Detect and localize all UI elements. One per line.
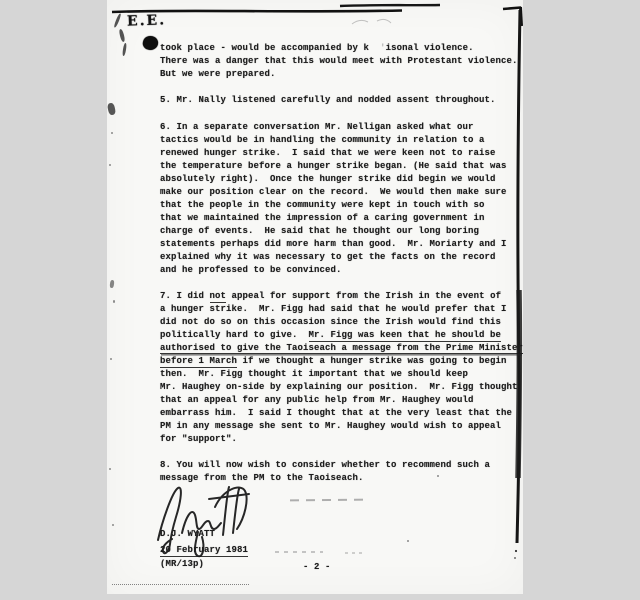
text-line: statements perhaps did more harm than good. Mr. Moriarty and I [160, 239, 507, 249]
text-line: message from the PM to the Taoiseach. [160, 473, 364, 483]
hole-punch-dot-icon [141, 34, 159, 51]
text-line: that an appeal for any public help from Mr. Haughey would [160, 395, 474, 405]
text-line: politically hard to give. Mr. Figg was keen that he should be [160, 330, 502, 340]
text-line: tactics would be in handling the community in relation to a [160, 135, 485, 145]
speck [112, 524, 114, 526]
speck [407, 540, 409, 542]
margin-mark [107, 102, 116, 115]
speck [110, 358, 112, 360]
text-line: PM in any message she sent to Mr. Haughey would wish to appeal [160, 421, 502, 431]
text-line: But we were prepared. [160, 69, 276, 79]
text-line: before 1 March if we thought a hunger strike was going to begin [160, 356, 507, 366]
text-line: that we maintained the impression of a caring government in [160, 213, 485, 223]
text-line: charge of events. He said that he thought our long boring [160, 226, 480, 236]
paragraph-5 [160, 94, 496, 107]
text-line: absolutely right). Once the hunger strike did begin we would [160, 174, 496, 184]
ink-smudge [113, 13, 121, 28]
text-line: 5. Mr. Nally listened carefully and nodded assent throughout. [160, 95, 496, 105]
text-line: explained why it was necessary to get the facts on the record [160, 252, 496, 262]
text-line: embarrass him. I said I thought that at the very least that the [160, 408, 513, 418]
faint-pen-dashes [290, 499, 368, 502]
text-line: a hunger strike. Mr. Figg had said that he would prefer that I [160, 304, 507, 314]
text-line: the temperature before a hunger strike began. (He said that was [160, 161, 507, 171]
ink-smudge [122, 43, 127, 56]
text-line: did not do so on this occasion since the Irish would find this [160, 317, 502, 327]
margin-mark [109, 280, 114, 288]
text-line: 8. You will now wish to consider whether to recommend such a [160, 460, 491, 470]
text-line: There was a danger that this would meet with Protestant violence. [160, 56, 518, 66]
speck [109, 164, 111, 166]
text-line: took place - would be accompanied by k 'isonal violence. [160, 43, 474, 53]
reference-code: (MR/13p) [160, 559, 205, 569]
text-line: that the people in the community were kept in touch with so [160, 200, 485, 210]
text-line: Mr. Haughey on-side by explaining our position. Mr. Figg thought [160, 382, 518, 392]
stamp-initials: E.E. [126, 12, 167, 30]
text-line: 6. In a separate conversation Mr. Nelligan asked what our [160, 122, 474, 132]
paragraph-6 [160, 121, 507, 277]
perforation-dotted-line [112, 584, 249, 585]
faint-pen-dashes [345, 552, 363, 554]
text-line: for "support". [160, 434, 238, 444]
document-date: 20 February 1981 [160, 545, 249, 555]
document-page [107, 0, 523, 594]
faint-pen-dashes [275, 551, 323, 553]
text-line: renewed hunger strike. I said that we were keen not to raise [160, 148, 496, 158]
paragraph-8 [160, 459, 490, 485]
text-line: 7. I did not appeal for support from the Irish in the event of [160, 291, 502, 301]
signatory-name: D.J. WYATT [160, 529, 216, 539]
speck [111, 132, 113, 134]
text-line: and he professed to be convinced. [160, 265, 342, 275]
paragraph-intro [160, 42, 518, 81]
page-number: - 2 - [303, 562, 331, 572]
speck [109, 468, 111, 470]
ink-smudge [118, 29, 125, 43]
text-line: make our position clear on the record. We would then make sure [160, 187, 507, 197]
text-line: then. Mr. Figg thought it important that we should keep [160, 369, 469, 379]
text-line: authorised to give the Taoiseach a message from the Prime Minister [160, 343, 524, 353]
paragraph-7 [160, 290, 523, 446]
speck [113, 300, 115, 303]
